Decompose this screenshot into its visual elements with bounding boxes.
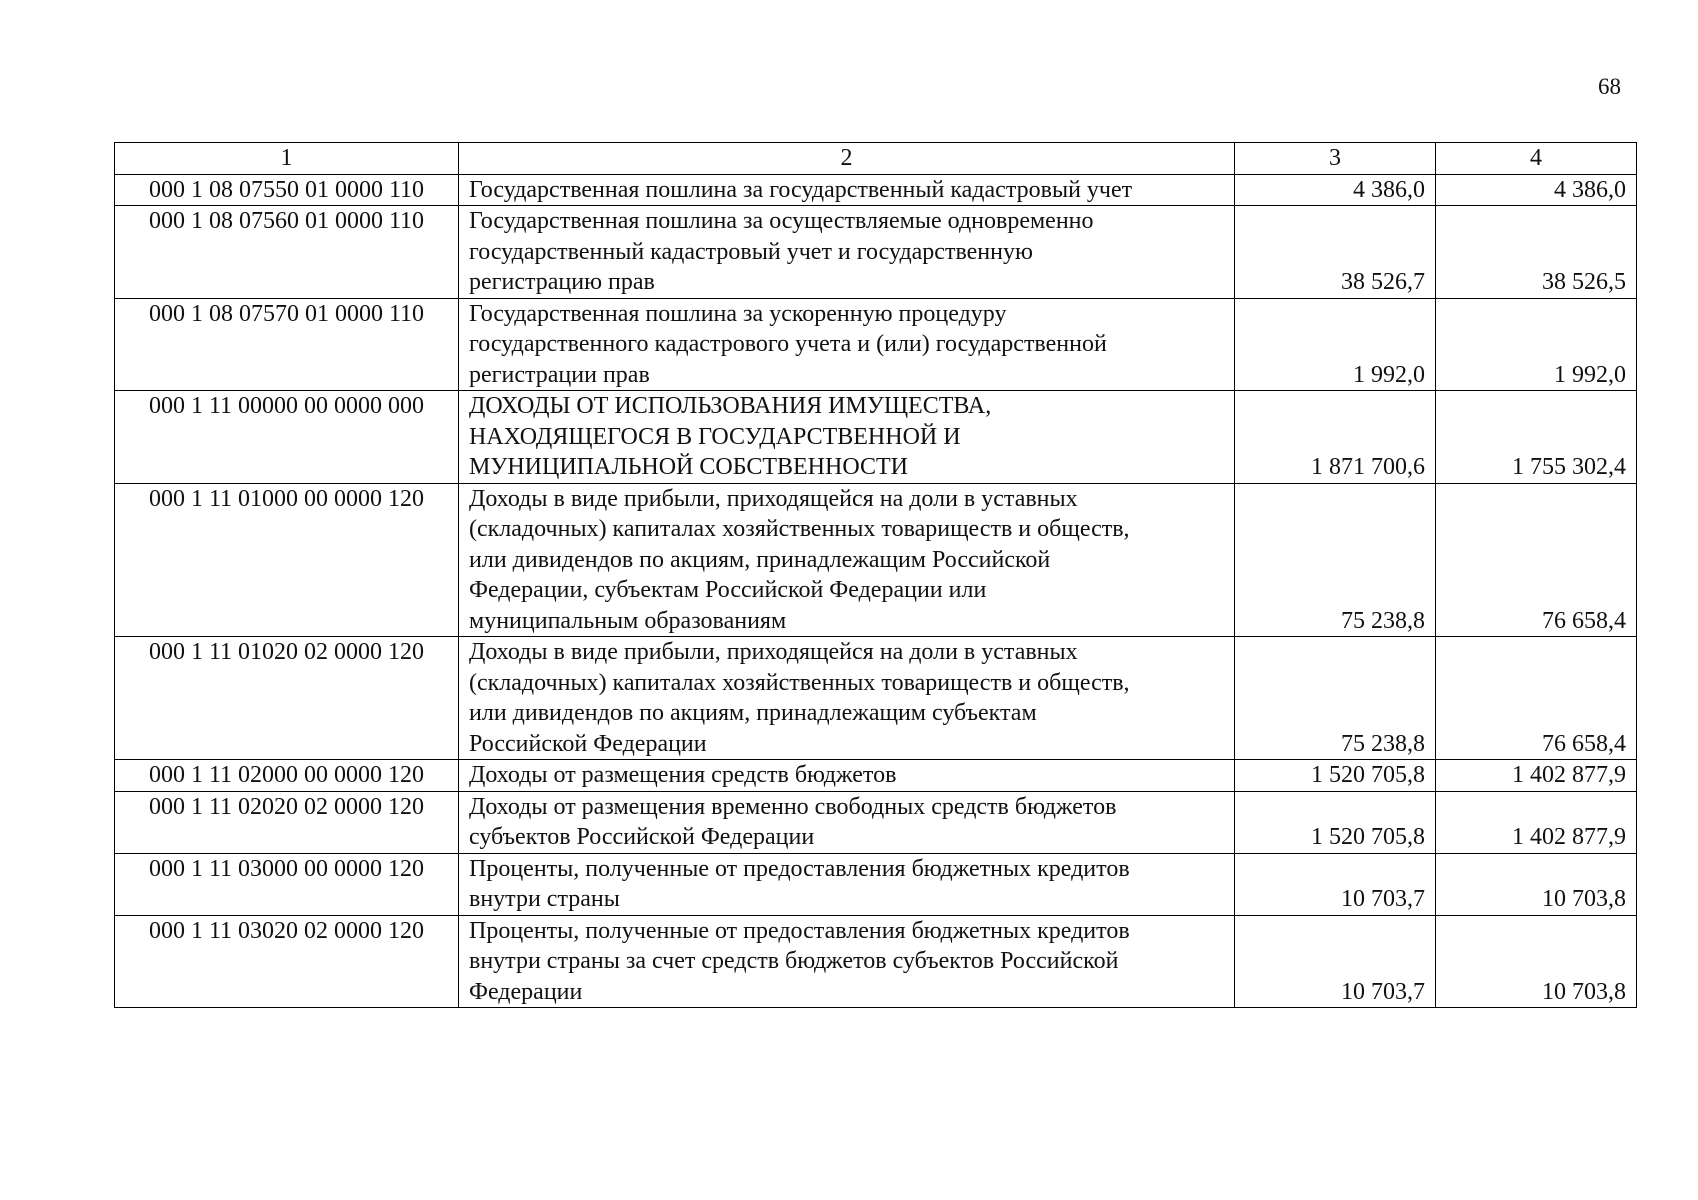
revenue-name bbox=[459, 760, 1235, 792]
revenue-name-line: НАХОДЯЩЕГОСЯ В ГОСУДАРСТВЕННОЙ И bbox=[469, 423, 961, 450]
revenue-name-line: ДОХОДЫ ОТ ИСПОЛЬЗОВАНИЯ ИМУЩЕСТВА, bbox=[469, 393, 992, 419]
table-row bbox=[115, 206, 1637, 299]
value-column-3: 38 526,7 bbox=[1235, 206, 1436, 299]
budget-code: 000 1 11 03000 00 0000 120 bbox=[115, 853, 459, 915]
revenue-name-line: (складочных) капиталах хозяйственных товариществ и обществ, bbox=[469, 669, 1130, 696]
value-column-4: 76 658,4 bbox=[1436, 637, 1637, 760]
revenue-name-line: Федерации bbox=[469, 978, 583, 1005]
table-row bbox=[115, 791, 1637, 853]
value-column-4: 1 402 877,9 bbox=[1436, 760, 1637, 792]
revenue-name-line: Доходы в виде прибыли, приходящейся на доли в уставных bbox=[469, 639, 1078, 665]
table-body bbox=[115, 143, 1637, 1008]
budget-code: 000 1 11 01000 00 0000 120 bbox=[115, 483, 459, 637]
value-column-4: 38 526,5 bbox=[1436, 206, 1637, 299]
revenue-name-line: Проценты, полученные от предоставления бюджетных кредитов bbox=[469, 855, 1130, 882]
table-row bbox=[115, 298, 1637, 391]
revenue-name-line: Российской Федерации bbox=[469, 730, 707, 757]
value-column-4: 10 703,8 bbox=[1436, 853, 1637, 915]
revenue-name bbox=[459, 853, 1235, 915]
value-column-3: 1 520 705,8 bbox=[1235, 760, 1436, 792]
revenue-name-line: или дивидендов по акциям, принадлежащим субъектам bbox=[469, 700, 1037, 726]
value-column-4: 76 658,4 bbox=[1436, 483, 1637, 637]
budget-code: 000 1 08 07560 01 0000 110 bbox=[115, 206, 459, 299]
header-row bbox=[115, 143, 1637, 175]
revenue-name-line: внутри страны bbox=[469, 886, 620, 912]
budget-code: 000 1 11 01020 02 0000 120 bbox=[115, 637, 459, 760]
revenue-name-line: регистрацию прав bbox=[469, 269, 655, 295]
budget-code: 000 1 11 02020 02 0000 120 bbox=[115, 791, 459, 853]
revenue-table bbox=[114, 142, 1637, 1008]
value-column-3: 1 520 705,8 bbox=[1235, 791, 1436, 853]
value-column-3: 1 871 700,6 bbox=[1235, 391, 1436, 484]
budget-code: 000 1 08 07570 01 0000 110 bbox=[115, 298, 459, 391]
table-row bbox=[115, 760, 1637, 792]
budget-code: 000 1 11 00000 00 0000 000 bbox=[115, 391, 459, 484]
table-row bbox=[115, 391, 1637, 484]
revenue-name bbox=[459, 791, 1235, 853]
value-column-3: 4 386,0 bbox=[1235, 174, 1436, 206]
revenue-name-line: регистрации прав bbox=[469, 361, 650, 388]
value-column-4: 1 992,0 bbox=[1436, 298, 1637, 391]
revenue-name bbox=[459, 206, 1235, 299]
revenue-name bbox=[459, 174, 1235, 206]
revenue-name-line: Государственная пошлина за государственный кадастровый учет bbox=[469, 176, 1133, 203]
revenue-name-line: Доходы от размещения временно свободных средств бюджетов bbox=[469, 793, 1117, 820]
revenue-name bbox=[459, 915, 1235, 1008]
revenue-name-line: Доходы в виде прибыли, приходящейся на доли в уставных bbox=[469, 485, 1078, 512]
revenue-name-line: Доходы от размещения средств бюджетов bbox=[469, 762, 897, 788]
revenue-name-line: государственный кадастровый учет и государственную bbox=[469, 238, 1033, 265]
revenue-name bbox=[459, 483, 1235, 637]
revenue-name bbox=[459, 298, 1235, 391]
value-column-3: 10 703,7 bbox=[1235, 915, 1436, 1008]
budget-code: 000 1 08 07550 01 0000 110 bbox=[115, 174, 459, 206]
value-column-3: 10 703,7 bbox=[1235, 853, 1436, 915]
revenue-name-line: (складочных) капиталах хозяйственных товариществ и обществ, bbox=[469, 516, 1130, 542]
value-column-3: 75 238,8 bbox=[1235, 637, 1436, 760]
value-column-4: 1 402 877,9 bbox=[1436, 791, 1637, 853]
revenue-name-line: муниципальным образованиям bbox=[469, 607, 787, 634]
revenue-name-line: внутри страны за счет средств бюджетов субъектов Российской bbox=[469, 948, 1119, 974]
table-row bbox=[115, 853, 1637, 915]
value-column-4: 10 703,8 bbox=[1436, 915, 1637, 1008]
revenue-name-line: или дивидендов по акциям, принадлежащим Российской bbox=[469, 546, 1051, 573]
revenue-name-line: МУНИЦИПАЛЬНОЙ СОБСТВЕННОСТИ bbox=[469, 454, 908, 480]
budget-code: 000 1 11 02000 00 0000 120 bbox=[115, 760, 459, 792]
budget-code: 000 1 11 03020 02 0000 120 bbox=[115, 915, 459, 1008]
revenue-name bbox=[459, 637, 1235, 760]
column-header-1: 1 bbox=[115, 143, 459, 175]
value-column-4: 4 386,0 bbox=[1436, 174, 1637, 206]
revenue-name-line: Государственная пошлина за осуществляемые одновременно bbox=[469, 208, 1094, 234]
table-row bbox=[115, 915, 1637, 1008]
value-column-4: 1 755 302,4 bbox=[1436, 391, 1637, 484]
page-number: 68 bbox=[1598, 74, 1621, 99]
revenue-name bbox=[459, 391, 1235, 484]
column-header-3: 3 bbox=[1235, 143, 1436, 175]
revenue-name-line: субъектов Российской Федерации bbox=[469, 824, 815, 850]
revenue-name-line: Федерации, субъектам Российской Федерации или bbox=[469, 577, 987, 603]
revenue-name-line: государственного кадастрового учета и (или) государственной bbox=[469, 331, 1107, 357]
table-row bbox=[115, 637, 1637, 760]
value-column-3: 1 992,0 bbox=[1235, 298, 1436, 391]
table-row bbox=[115, 483, 1637, 637]
revenue-name-line: Государственная пошлина за ускоренную процедуру bbox=[469, 300, 1007, 327]
value-column-3: 75 238,8 bbox=[1235, 483, 1436, 637]
column-header-4: 4 bbox=[1436, 143, 1637, 175]
table-row bbox=[115, 174, 1637, 206]
column-header-2: 2 bbox=[459, 143, 1235, 175]
revenue-name-line: Проценты, полученные от предоставления бюджетных кредитов bbox=[469, 917, 1130, 944]
